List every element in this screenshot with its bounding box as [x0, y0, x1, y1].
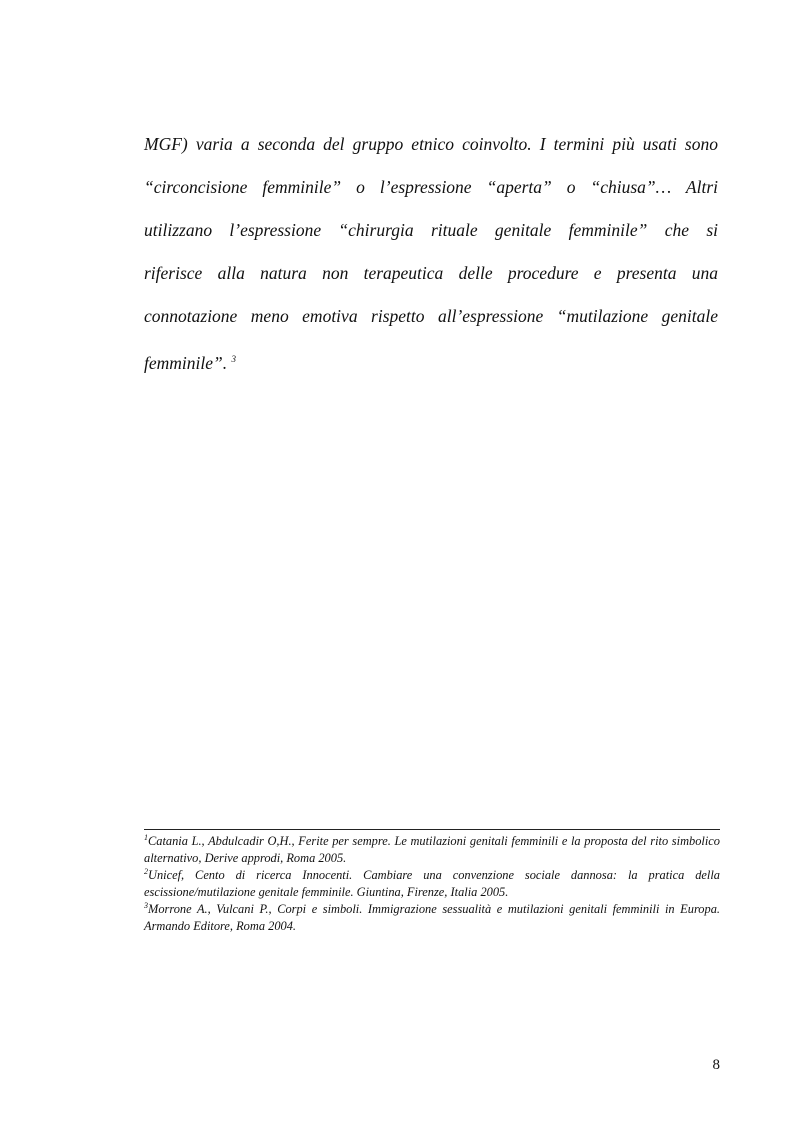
body-line-4: riferisce alla natura non terapeutica delle procedure e presenta una	[144, 263, 718, 283]
body-line-6-text: femminile”.	[144, 353, 228, 373]
footnote-reference: 3	[231, 354, 236, 364]
body-line-6	[144, 349, 718, 373]
footnote-2-number: 2	[144, 867, 148, 876]
page-number: 8	[712, 1057, 720, 1073]
footnote-2-text: Unicef, Cento di ricerca Innocenti. Cambiare una convenzione sociale dannosa: la pratica della escissione/mutilazione genitale femminile. Giuntina, Firenze, Italia 2005.	[144, 868, 720, 899]
footnote-3-text: Morrone A., Vulcani P., Corpi e simboli. Immigrazione sessualità e mutilazioni genitali femminili in Europa. Armando Editore, Roma 2004.	[144, 902, 720, 933]
body-line-2: “circoncisione femminile” o l’espressione “aperta” o “chiusa”… Altri	[144, 177, 718, 197]
footnote-1	[144, 830, 720, 866]
footnote-3-number: 3	[144, 901, 148, 910]
footnote-2	[144, 864, 720, 900]
body-line-5: connotazione meno emotiva rispetto all’espressione “mutilazione genitale	[144, 306, 718, 326]
body-line-1: MGF) varia a seconda del gruppo etnico coinvolto. I termini più usati sono	[144, 134, 718, 154]
footnote-1-number: 1	[144, 833, 148, 842]
footnote-3	[144, 898, 720, 934]
footnote-1-text: Catania L., Abdulcadir O,H., Ferite per sempre. Le mutilazioni genitali femminili e la proposta del rito simbolico alternativo, Derive approdi, Roma 2005.	[144, 834, 720, 865]
body-line-3: utilizzano l’espressione “chirurgia rituale genitale femminile” che si	[144, 220, 718, 240]
